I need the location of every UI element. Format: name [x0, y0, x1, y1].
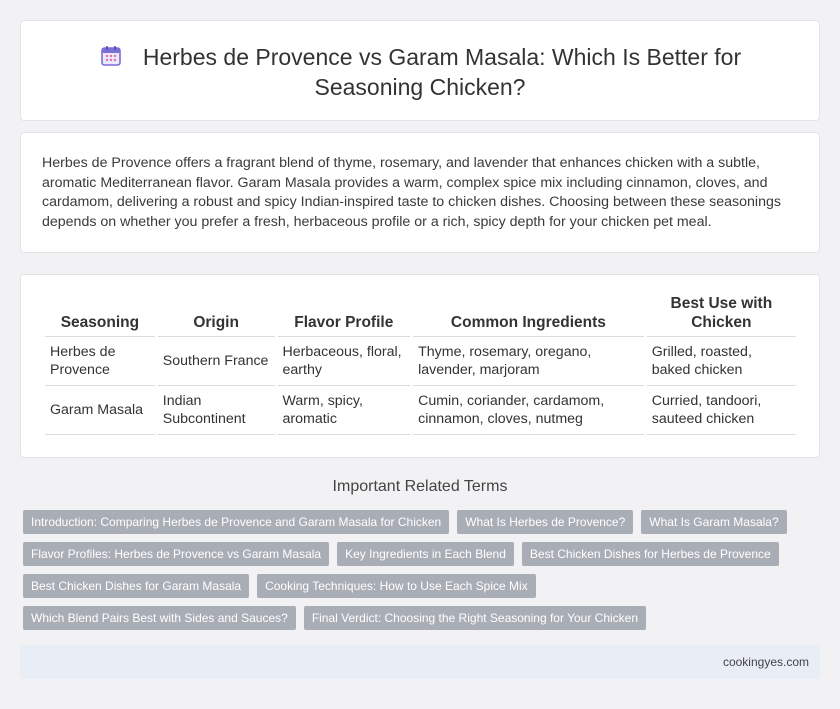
title-line-2: Seasoning Chicken?	[314, 74, 526, 100]
footer-site-link[interactable]: cookingyes.com	[722, 655, 809, 669]
calendar-icon	[99, 44, 123, 68]
related-term-tag[interactable]: Best Chicken Dishes for Herbes de Provence	[522, 542, 779, 566]
table-cell: Herbes de Provence	[45, 337, 155, 386]
table-cell: Grilled, roasted, baked chicken	[647, 337, 796, 386]
comparison-table-card	[20, 274, 820, 458]
title-line-1: Herbes de Provence vs Garam Masala: Which Is Better for	[142, 44, 742, 70]
related-term-tag[interactable]: Introduction: Comparing Herbes de Provence and Garam Masala for Chicken	[23, 510, 449, 534]
table-cell: Southern France	[158, 337, 275, 386]
table-cell: Curried, tandoori, sauteed chicken	[647, 386, 796, 435]
table-cell: Herbaceous, floral, earthy	[278, 337, 411, 386]
header-origin: Origin	[158, 292, 275, 337]
related-term-tag[interactable]: Cooking Techniques: How to Use Each Spice Mix	[257, 574, 536, 598]
comparison-table	[42, 292, 799, 435]
table-cell: Garam Masala	[45, 386, 155, 435]
related-term-tag[interactable]: Best Chicken Dishes for Garam Masala	[23, 574, 249, 598]
related-term-tag[interactable]: Which Blend Pairs Best with Sides and Sauces?	[23, 606, 296, 630]
related-term-tag[interactable]: Flavor Profiles: Herbes de Provence vs Garam Masala	[23, 542, 329, 566]
table-row	[45, 337, 796, 386]
related-term-tag[interactable]: Final Verdict: Choosing the Right Seasoning for Your Chicken	[304, 606, 646, 630]
table-header-row	[45, 292, 796, 337]
table-cell: Thyme, rosemary, oregano, lavender, marjoram	[413, 337, 644, 386]
related-terms-list	[23, 510, 813, 630]
related-term-tag[interactable]: What Is Herbes de Provence?	[457, 510, 633, 534]
title-card	[20, 20, 820, 121]
table-cell: Warm, spicy, aromatic	[278, 386, 411, 435]
header-best-use: Best Use with Chicken	[647, 292, 796, 337]
footer	[20, 645, 820, 679]
header-common-ingredients: Common Ingredients	[413, 292, 644, 337]
table-row	[45, 386, 796, 435]
header-seasoning: Seasoning	[45, 292, 155, 337]
related-term-tag[interactable]: What Is Garam Masala?	[641, 510, 786, 534]
page-title	[21, 42, 819, 102]
related-term-tag[interactable]: Key Ingredients in Each Blend	[337, 542, 514, 566]
table-cell: Indian Subcontinent	[158, 386, 275, 435]
related-terms-heading: Important Related Terms	[332, 478, 508, 495]
table-cell: Cumin, coriander, cardamom, cinnamon, cloves, nutmeg	[413, 386, 644, 435]
intro-paragraph: Herbes de Provence offers a fragrant blend of thyme, rosemary, and lavender that enhances chicken with a subtle, aromatic Mediterranean flavor. Garam Masala provides a warm, complex spice mix including cinnamon, cloves, and cardamom, delivering a robust and spicy Indian-inspired taste to chicken dishes. Choosing between these seasonings depends on whether you prefer a fresh, herbaceous profile or a rich, spicy depth for your chicken pet meal.	[42, 155, 781, 230]
header-flavor-profile: Flavor Profile	[278, 292, 411, 337]
intro-card	[20, 132, 820, 253]
